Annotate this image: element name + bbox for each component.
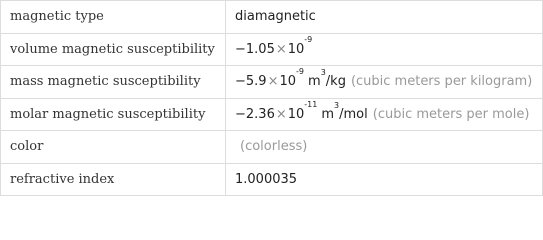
unit-denominator: /kg [325, 74, 346, 90]
table-row [1, 1, 543, 34]
unit-exponent: 3 [334, 100, 340, 110]
color-value: (colorless) [240, 139, 308, 155]
scientific-value [235, 67, 305, 90]
property-value [226, 131, 543, 164]
property-value: diamagnetic [226, 1, 543, 34]
property-label: molar magnetic susceptibility [1, 98, 226, 131]
unit-denominator: /mol [339, 106, 368, 122]
times-sign: × [275, 41, 287, 57]
property-value: 1.000035 [226, 163, 543, 196]
property-label: color [1, 131, 226, 164]
exponent: -9 [296, 67, 305, 77]
table-row [1, 163, 543, 196]
table-row [1, 131, 543, 164]
unit [317, 100, 368, 122]
unit-exponent: 3 [320, 68, 326, 78]
table-row [1, 98, 543, 131]
property-label: volume magnetic susceptibility [1, 33, 226, 66]
property-value [226, 33, 543, 66]
table-row [1, 66, 543, 99]
scientific-value [235, 99, 318, 122]
base: 10 [287, 41, 305, 57]
unit-base: m [321, 106, 335, 122]
property-value [226, 66, 543, 99]
property-value [226, 98, 543, 131]
unit [304, 68, 346, 90]
times-sign: × [275, 106, 287, 122]
unit-description: (cubic meters per kilogram) [350, 74, 533, 90]
exponent: -9 [304, 34, 313, 44]
unit-base: m [308, 74, 321, 90]
mantissa: −2.36 [235, 106, 275, 122]
property-label: refractive index [1, 163, 226, 196]
property-label: magnetic type [1, 1, 226, 34]
exponent: -11 [304, 99, 318, 109]
mantissa: −5.9 [235, 74, 267, 90]
property-label: mass magnetic susceptibility [1, 66, 226, 99]
unit-description: (cubic meters per mole) [372, 106, 530, 122]
table-row [1, 33, 543, 66]
base: 10 [279, 74, 297, 90]
scientific-value [235, 34, 313, 57]
times-sign: × [267, 74, 279, 90]
mantissa: −1.05 [235, 41, 275, 57]
base: 10 [287, 106, 305, 122]
